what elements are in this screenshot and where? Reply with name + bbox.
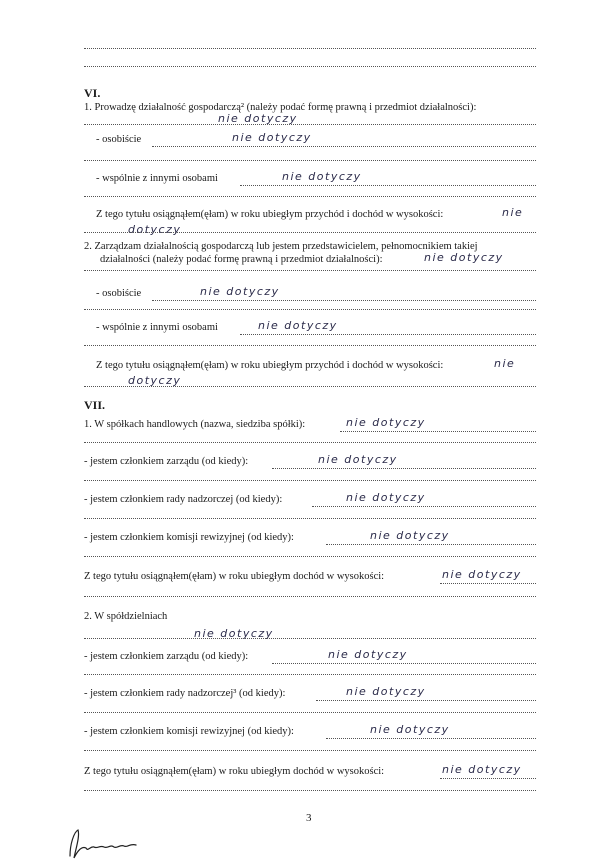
page-number: 3 bbox=[306, 812, 312, 824]
answer-line bbox=[84, 232, 536, 233]
blank-line bbox=[84, 196, 536, 197]
handwritten-answer: nie dotyczy bbox=[258, 319, 338, 332]
field-label: - osobiście bbox=[96, 134, 142, 145]
blank-line bbox=[84, 345, 536, 346]
handwritten-answer: dotyczy bbox=[128, 374, 182, 387]
handwritten-answer: nie dotyczy bbox=[370, 529, 450, 542]
blank-line bbox=[84, 442, 536, 443]
answer-line bbox=[84, 638, 536, 639]
field-label: - jestem członkiem komisji rewizyjnej (od kiedy): bbox=[84, 532, 294, 543]
handwritten-answer: dotyczy bbox=[128, 223, 182, 236]
handwritten-answer: nie dotyczy bbox=[370, 723, 450, 736]
handwritten-answer: nie dotyczy bbox=[282, 170, 362, 183]
handwritten-answer: nie dotyczy bbox=[346, 685, 426, 698]
field-label: - jestem członkiem rady nadzorczej³ (od kiedy): bbox=[84, 688, 286, 699]
handwritten-answer: nie dotyczy bbox=[232, 131, 312, 144]
question-text: 2. Zarządzam działalnością gospodarczą lub jestem przedstawicielem, pełnomocnikiem takiej bbox=[84, 241, 478, 252]
question-text: 2. W spółdzielniach bbox=[84, 611, 168, 622]
field-label: - wspólnie z innymi osobami bbox=[96, 322, 218, 333]
field-label: - jestem członkiem komisji rewizyjnej (od kiedy): bbox=[84, 726, 294, 737]
blank-line bbox=[84, 480, 536, 481]
section-heading: VI. bbox=[84, 86, 101, 100]
income-label: Z tego tytułu osiągnąłem(ęłam) w roku ubiegłym dochód w wysokości: bbox=[84, 766, 385, 777]
handwritten-answer: nie dotyczy bbox=[424, 251, 504, 264]
blank-line bbox=[84, 48, 536, 49]
blank-line bbox=[84, 790, 536, 791]
handwritten-answer: nie dotyczy bbox=[442, 763, 522, 776]
blank-line bbox=[84, 596, 536, 597]
field-label: - osobiście bbox=[96, 288, 142, 299]
income-label: Z tego tytułu osiągnąłem(ęłam) w roku ubiegłym dochód w wysokości: bbox=[84, 571, 385, 582]
fill-line bbox=[272, 456, 536, 469]
blank-line bbox=[84, 309, 536, 310]
answer-line bbox=[84, 386, 536, 387]
question-text: działalności (należy podać formę prawną i przedmiot działalności): bbox=[100, 254, 383, 265]
field-label: - jestem członkiem zarządu (od kiedy): bbox=[84, 651, 249, 662]
field-label: - jestem członkiem zarządu (od kiedy): bbox=[84, 456, 249, 467]
handwritten-answer: nie bbox=[502, 206, 524, 219]
blank-line bbox=[84, 712, 536, 713]
handwritten-answer: nie dotyczy bbox=[194, 627, 274, 640]
handwritten-answer: nie bbox=[494, 357, 516, 370]
section-heading: VII. bbox=[84, 398, 106, 412]
handwritten-answer: nie dotyczy bbox=[346, 491, 426, 504]
question-text: 1. Prowadzę działalność gospodarczą² (należy podać formę prawną i przedmiot działalności): bbox=[84, 102, 477, 113]
handwritten-answer: nie dotyczy bbox=[218, 112, 298, 125]
blank-line bbox=[84, 556, 536, 557]
blank-line bbox=[84, 66, 536, 67]
income-label: Z tego tytułu osiągnąłem(ęłam) w roku ubiegłym przychód i dochód w wysokości: bbox=[96, 209, 444, 220]
signature-image bbox=[64, 826, 144, 862]
field-label: - jestem członkiem rady nadzorczej (od kiedy): bbox=[84, 494, 283, 505]
blank-line bbox=[84, 750, 536, 751]
fill-line bbox=[152, 134, 536, 147]
blank-line bbox=[84, 674, 536, 675]
handwritten-answer: nie dotyczy bbox=[442, 568, 522, 581]
handwritten-answer: nie dotyczy bbox=[346, 416, 426, 429]
handwritten-answer: nie dotyczy bbox=[318, 453, 398, 466]
blank-line bbox=[84, 518, 536, 519]
question-text: 1. W spółkach handlowych (nazwa, siedziba spółki): bbox=[84, 419, 306, 430]
blank-line bbox=[84, 160, 536, 161]
field-label: - wspólnie z innymi osobami bbox=[96, 173, 218, 184]
handwritten-answer: nie dotyczy bbox=[328, 648, 408, 661]
handwritten-answer: nie dotyczy bbox=[200, 285, 280, 298]
income-label: Z tego tytułu osiągnąłem(ęłam) w roku ubiegłym przychód i dochód w wysokości: bbox=[96, 360, 444, 371]
answer-line bbox=[84, 270, 536, 271]
answer-line bbox=[84, 124, 536, 125]
